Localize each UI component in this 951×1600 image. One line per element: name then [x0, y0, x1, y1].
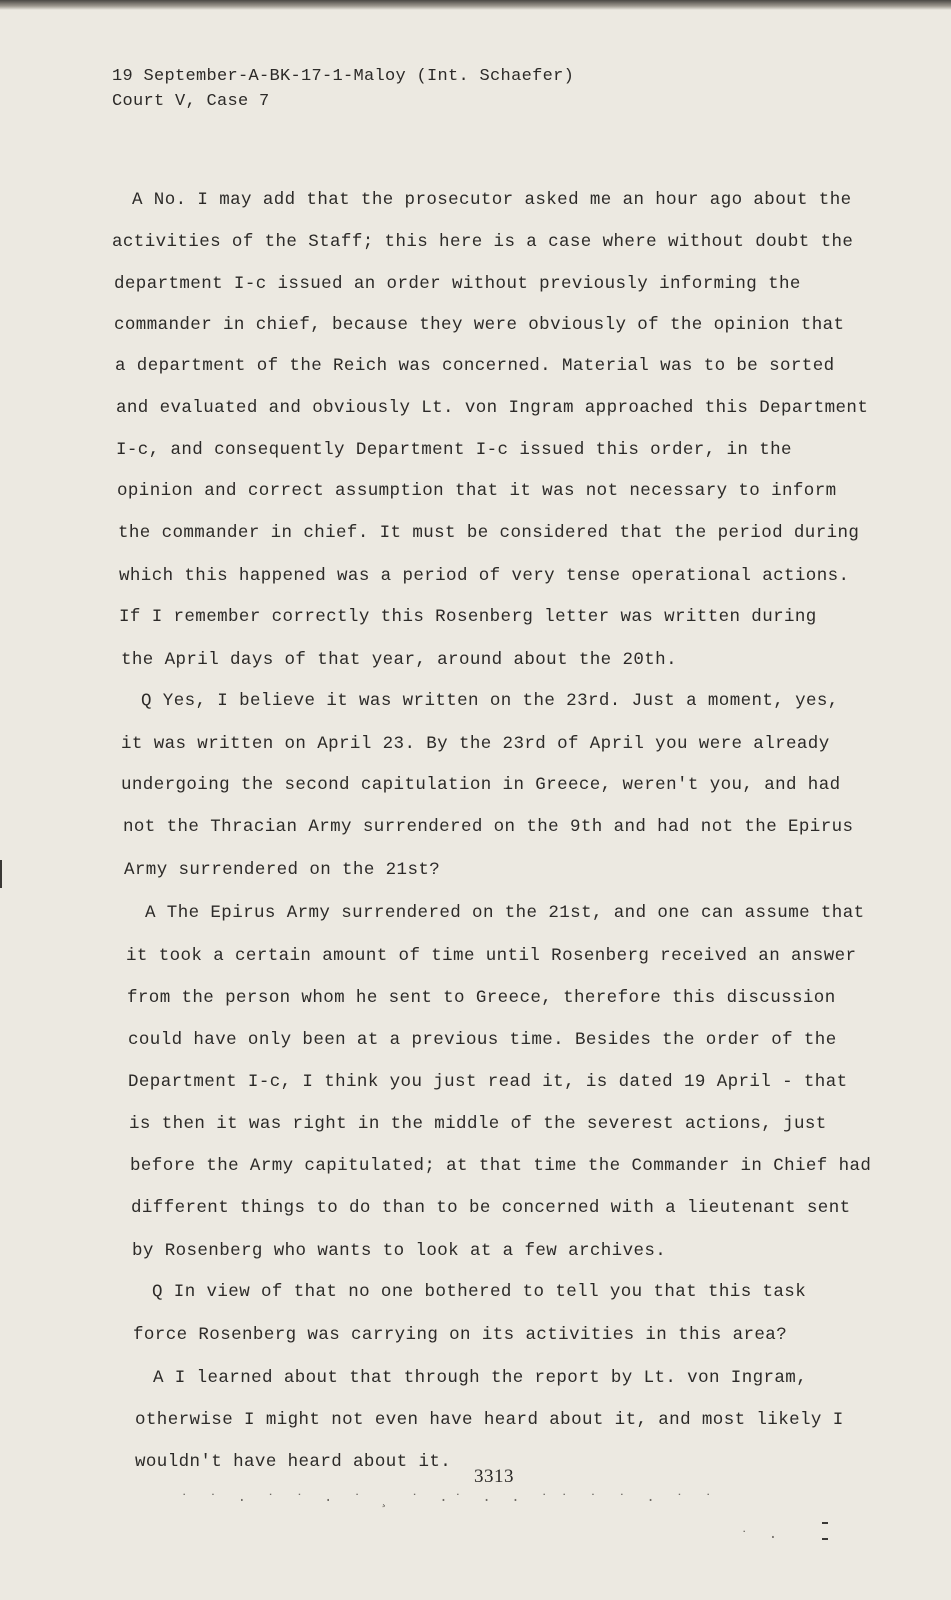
transcript-line: commander in chief, because they were obviously of the opinion that: [114, 315, 845, 335]
transcript-line: is then it was right in the middle of the severest actions, just: [129, 1114, 827, 1134]
scan-top-edge: [0, 0, 951, 10]
transcript-line: which this happened was a period of very tense operational actions.: [119, 566, 850, 586]
transcript-line: wouldn't have heard about it.: [135, 1452, 452, 1472]
header-case-reference: 19 September-A-BK-17-1-Maloy (Int. Schaefer): [112, 67, 575, 86]
transcript-line: a department of the Reich was concerned. Material was to be sorted: [115, 356, 835, 376]
transcript-line: it was written on April 23. By the 23rd of April you were already: [121, 734, 830, 754]
transcript-line: by Rosenberg who wants to look at a few archives.: [132, 1241, 667, 1261]
header-court-case: Court V, Case 7: [112, 92, 270, 111]
transcript-line: Army surrendered on the 21st?: [124, 860, 441, 880]
transcript-line: different things to do than to be concerned with a lieutenant sent: [131, 1198, 851, 1218]
page-number: 3313: [474, 1466, 514, 1487]
transcript-line: Department I-c, I think you just read it, is dated 19 April - that: [128, 1072, 848, 1092]
transcript-line: could have only been at a previous time. Besides the order of the: [128, 1030, 837, 1050]
transcript-line: A No. I may add that the prosecutor asked me an hour ago about the: [132, 190, 852, 210]
transcript-line: the commander in chief. It must be considered that the period during: [118, 523, 860, 543]
transcript-line: the April days of that year, around about the 20th.: [121, 650, 677, 670]
transcript-line: force Rosenberg was carrying on its activities in this area?: [133, 1325, 788, 1345]
left-margin-mark: [0, 860, 2, 888]
transcript-line: before the Army capitulated; at that time the Commander in Chief had: [130, 1156, 872, 1176]
transcript-line: If I remember correctly this Rosenberg letter was written during: [119, 607, 817, 627]
right-margin-mark: [822, 1538, 828, 1540]
transcript-line: not the Thracian Army surrendered on the 9th and had not the Epirus: [123, 817, 854, 837]
transcript-line: A The Epirus Army surrendered on the 21st, and one can assume that: [145, 903, 865, 923]
transcript-line: and evaluated and obviously Lt. von Ingram approached this Department: [116, 398, 869, 418]
right-margin-mark: [822, 1522, 828, 1524]
transcript-line: A I learned about that through the report by Lt. von Ingram,: [153, 1368, 808, 1388]
transcript-line: it took a certain amount of time until Rosenberg received an answer: [126, 946, 857, 966]
scan-speckles: ˙ ˙ ˙ · ˙ ˙: [560, 1493, 719, 1509]
transcript-line: activities of the Staff; this here is a case where without doubt the: [112, 232, 854, 252]
transcript-line: Q In view of that no one bothered to tell you that this task: [152, 1282, 807, 1302]
transcript-line: Q Yes, I believe it was written on the 23rd. Just a moment, yes,: [141, 691, 839, 711]
scan-speckles: ˙ ·: [740, 1530, 784, 1546]
transcript-line: undergoing the second capitulation in Greece, weren't you, and had: [121, 775, 841, 795]
transcript-line: opinion and correct assumption that it was not necessary to inform: [117, 481, 837, 501]
transcript-line: otherwise I might not even have heard about it, and most likely I: [135, 1410, 844, 1430]
transcript-line: I-c, and consequently Department I-c issued this order, in the: [116, 440, 792, 460]
scan-speckles: ˙ ˙ · ˙ ˙ · ˙ ¸ ˙ ·˙ · · ˙: [180, 1493, 555, 1509]
transcript-line: department I-c issued an order without previously informing the: [114, 274, 801, 294]
transcript-page: [0, 10, 951, 1600]
transcript-line: from the person whom he sent to Greece, therefore this discussion: [127, 988, 836, 1008]
